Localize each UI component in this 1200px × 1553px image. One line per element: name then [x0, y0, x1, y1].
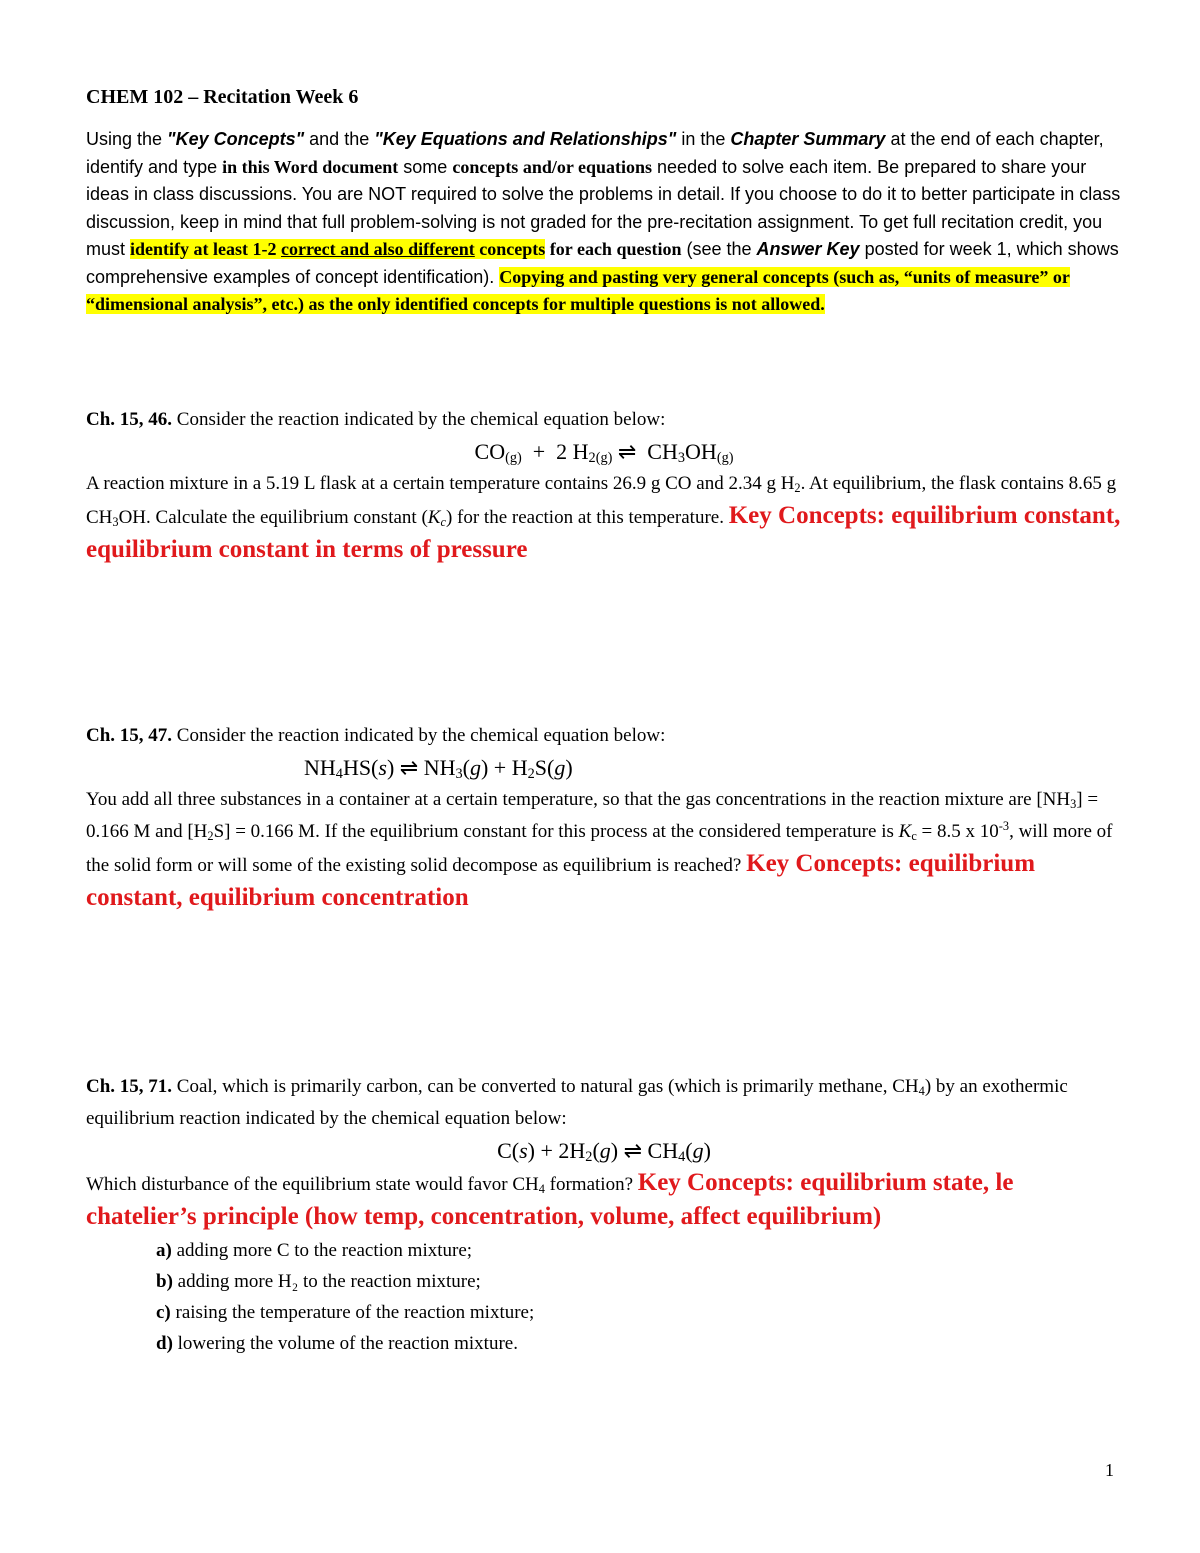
key-concepts-answer: Key Concepts: equilibrium constant, equilibrium constant in terms of pressure — [86, 502, 1121, 563]
intro-text: some — [398, 156, 453, 177]
highlight-warning: Copying and pasting very general concepts (such as, “units of measure” or “dimensional analysis”, etc.) as the only identified concepts for multiple questions is not allowed. — [86, 266, 1070, 314]
highlight-text: identify at least 1-2 — [130, 239, 281, 259]
highlight-text: concepts — [474, 239, 546, 259]
question-number: Ch. 15, 46. — [86, 409, 173, 430]
intro-emphasis: Answer Key — [756, 239, 860, 259]
question-ch15-71 — [86, 1071, 1122, 1359]
key-concepts-answer: Key Concepts: equilibrium constant, equilibrium concentration — [86, 850, 1036, 911]
question-number: Ch. 15, 47. — [86, 725, 173, 746]
question-lead: Consider the reaction indicated by the chemical equation below: — [172, 409, 666, 430]
intro-emphasis: Chapter Summary — [730, 129, 886, 149]
instructions-paragraph — [86, 126, 1122, 319]
chemical-equation: $CO_{(g)} + 2$ $H_{2(g)}$ ⇌ $CH_3OH_{(g)}$ — [474, 439, 734, 466]
intro-bold: in this Word document — [222, 156, 399, 177]
intro-bold: for each question — [545, 239, 682, 259]
option-b: b) adding more H₂ to the reaction mixture; — [156, 1271, 481, 1292]
intro-text: in the — [676, 129, 731, 149]
intro-text: Using the — [86, 129, 168, 149]
question-number: Ch. 15, 71. — [86, 1076, 173, 1097]
intro-emphasis: "Key Equations and Relationships" — [374, 129, 677, 149]
question-ch15-47 — [86, 720, 1122, 916]
chemical-equation: $C(s) + 2H_2(g)$ ⇌ $CH_4(g)$ — [497, 1138, 711, 1165]
question-body: You add all three substances in a container at a certain temperature, so that the gas concentrations in the reaction mixture are $[NH_3] = 0.166$ M and $[H_2S] = 0.166$ M. If the equilibrium constant for this process at the considered temperature is $K_c = 8.5$ x $10^{-3}$, will more of the solid form or will some of the existing solid decompose as equilibrium is reached? Key Concepts: equilibrium constant, equilibrium concentration — [86, 789, 1113, 911]
question-lead: Consider the reaction indicated by the chemical equation below: — [172, 725, 666, 746]
question-body: A reaction mixture in a 5.19 L flask at a certain temperature contains 26.9 g CO and 2.34 g $H_2$. At equilibrium, the flask contains 8.65 g $CH_3OH$. Calculate the equilibrium constant $(K_c)$ for the reaction at this temperature. Key Concepts: equilibrium constant, equilibrium constant in terms of pressure — [86, 473, 1121, 563]
highlight-underlined: correct and also different — [281, 239, 475, 259]
question-ch15-46 — [86, 404, 1122, 568]
intro-text: needed to solve each item. Be prepared to share your ideas in class discussions. You are NOT required to solve the problems in detail. If you choose to do it to better participate in class discussion, keep in mind that full problem-solving is not graded for the pre-recitation assignment. To get full recitation credit, you must — [86, 156, 1121, 259]
intro-emphasis: "Key Concepts" — [167, 129, 305, 149]
option-a: a) adding more C to the reaction mixture; — [156, 1240, 473, 1261]
page-title: CHEM 102 – Recitation Week 6 — [86, 86, 359, 108]
question-lead: Ch. 15, 71. Coal, which is primarily carbon, can be converted to natural gas (which is primarily methane, $CH_4$) by an exothermic equilibrium reaction indicated by the chemical equation below: — [86, 1076, 1068, 1129]
key-concepts-answer: Key Concepts: equilibrium state, le chatelier’s principle (how temp, concentration, volume, affect equilibrium) — [86, 1169, 1014, 1230]
option-d: d) lowering the volume of the reaction mixture. — [156, 1333, 518, 1354]
question-body: Which disturbance of the equilibrium state would favor $CH_4$ formation? Key Concepts: equilibrium state, le chatelier’s principle (how temp, concentration, volume, affect equilibrium) — [86, 1169, 1014, 1230]
intro-text: posted for week 1, which shows comprehensive examples of concept identification). — [86, 239, 1119, 287]
intro-text: (see the — [681, 239, 757, 259]
chemical-equation: $NH_4HS(s)$ ⇌ $NH_3(g) + H_2S(g)$ — [304, 755, 573, 782]
page-number: 1 — [1105, 1460, 1114, 1480]
option-c: c) raising the temperature of the reaction mixture; — [156, 1302, 535, 1323]
answer-options — [156, 1235, 1122, 1359]
intro-bold: concepts and/or equations — [452, 156, 653, 177]
intro-text: at the end of each chapter, identify and type — [86, 129, 1104, 177]
intro-text: and the — [304, 129, 375, 149]
